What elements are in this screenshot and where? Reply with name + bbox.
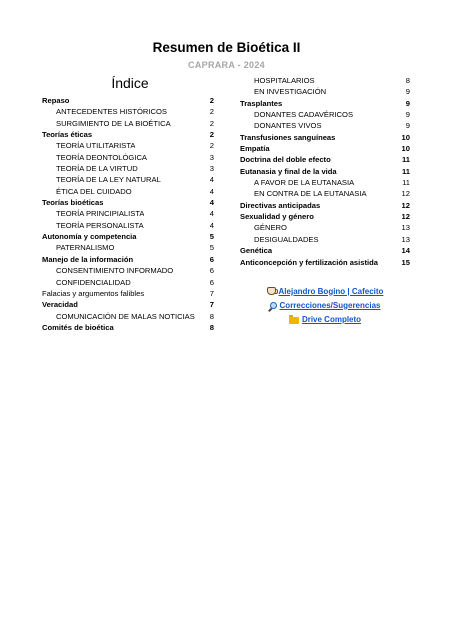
toc-entry-page: 4: [209, 198, 214, 208]
toc-entry-page: 7: [209, 300, 214, 310]
toc-entry-page: 7: [209, 288, 214, 298]
toc-entry-page: 9: [405, 87, 410, 97]
toc-entry[interactable]: [240, 109, 410, 120]
toc-entry-label: Teorías éticas: [42, 130, 93, 140]
toc-entry-label: CONSENTIMIENTO INFORMADO: [56, 266, 174, 276]
toc-entry-page: 9: [405, 98, 410, 108]
toc-entry-label: Anticoncepción y fertilización asistida: [240, 257, 378, 267]
toc-entry-page: 4: [209, 209, 214, 219]
toc-entry[interactable]: [42, 311, 214, 322]
toc-entry-label: Falacias y argumentos falibles: [42, 288, 145, 298]
folder-icon: [289, 317, 299, 324]
links-section: [240, 284, 410, 326]
toc-entry-page: 4: [209, 220, 214, 230]
cafecito-link[interactable]: Alejandro Bogino | Cafecito: [278, 286, 384, 296]
toc-entry[interactable]: [42, 197, 214, 208]
toc-entry-page: 12: [401, 189, 410, 199]
toc-entry-label: EN INVESTIGACIÓN: [254, 87, 327, 97]
toc-entry-page: 11: [401, 155, 410, 165]
toc-entry-page: 13: [401, 223, 410, 233]
toc-entry-page: 9: [405, 110, 410, 120]
toc-entry-label: HOSPITALARIOS: [254, 76, 315, 85]
toc-entry-label: Trasplantes: [240, 98, 283, 108]
toc-right-column: [240, 75, 410, 268]
toc-entry-page: 14: [401, 246, 410, 256]
toc-entry-page: 6: [209, 277, 214, 287]
toc-entry-page: 2: [209, 107, 214, 117]
toc-entry-label: TEORÍA PERSONALISTA: [56, 220, 144, 230]
toc-entry-page: 3: [209, 164, 214, 174]
toc-entry-label: Genética: [240, 246, 273, 256]
magnifier-icon: [270, 302, 277, 309]
toc-entry-page: 12: [401, 212, 410, 222]
toc-entry[interactable]: [42, 186, 214, 197]
toc-entry[interactable]: [240, 120, 410, 131]
toc-entry[interactable]: [240, 245, 410, 256]
toc-entry-page: 6: [209, 254, 214, 264]
toc-entry-page: 6: [209, 266, 214, 276]
toc-entry-page: 2: [209, 141, 214, 151]
toc-entry-label: Comités de bioética: [42, 322, 114, 332]
toc-entry-label: Doctrina del doble efecto: [240, 155, 331, 165]
toc-entry-label: PATERNALISMO: [56, 243, 115, 253]
toc-entry[interactable]: [42, 322, 214, 333]
toc-entry-page: 11: [401, 166, 410, 176]
toc-entry[interactable]: [42, 242, 214, 253]
toc-entry-label: COMUNICACIÓN DE MALAS NOTICIAS: [56, 311, 195, 321]
toc-entry-label: DESIGUALDADES: [254, 234, 319, 244]
toc-entry[interactable]: [240, 166, 410, 177]
toc-entry-page: 2: [209, 130, 214, 140]
toc-entry-label: Teorías bioéticas: [42, 198, 104, 208]
toc-entry[interactable]: [42, 231, 214, 242]
toc-entry[interactable]: [240, 177, 410, 188]
toc-entry-label: TEORÍA DE LA VIRTUD: [56, 164, 138, 174]
toc-entry-page: 8: [405, 76, 410, 85]
toc-entry[interactable]: [42, 254, 214, 265]
toc-entry-page: 8: [209, 322, 214, 332]
toc-entry-page: 4: [209, 186, 214, 196]
toc-entry-label: ANTECEDENTES HISTÓRICOS: [56, 107, 167, 117]
toc-entry[interactable]: [42, 208, 214, 219]
toc-entry-page: 12: [401, 200, 410, 210]
toc-entry-label: GÉNERO: [254, 223, 287, 233]
toc-entry-label: Transfusiones sanguíneas: [240, 132, 336, 142]
toc-entry[interactable]: [240, 188, 410, 199]
toc-entry-label: CONFIDENCIALIDAD: [56, 277, 131, 287]
toc-entry-page: 15: [401, 257, 410, 267]
toc-entry[interactable]: [42, 163, 214, 174]
toc-entry-page: 10: [401, 144, 410, 154]
toc-entry-label: Repaso: [42, 96, 70, 105]
toc-entry[interactable]: [240, 234, 410, 245]
toc-entry-page: 4: [209, 175, 214, 185]
toc-entry-label: TEORÍA DEONTOLÓGICA: [56, 152, 148, 162]
toc-entry-label: Directivas anticipadas: [240, 200, 321, 210]
toc-entry[interactable]: [240, 211, 410, 222]
toc-entry-page: 5: [209, 243, 214, 253]
toc-entry-label: Autonomía y competencia: [42, 232, 137, 242]
toc-entry-label: TEORÍA UTILITARISTA: [56, 141, 136, 151]
toc-entry-label: EN CONTRA DE LA EUTANASIA: [254, 189, 367, 199]
toc-entry[interactable]: [42, 174, 214, 185]
index-heading: Índice: [111, 75, 149, 91]
suggestions-link-row[interactable]: [240, 298, 410, 312]
toc-entry[interactable]: [42, 106, 214, 117]
toc-entry[interactable]: [42, 152, 214, 163]
drive-link-row[interactable]: [240, 312, 410, 326]
toc-entry[interactable]: [240, 154, 410, 165]
toc-entry[interactable]: [42, 95, 214, 106]
toc-entry-page: 13: [401, 234, 410, 244]
toc-entry-label: SURGIMIENTO DE LA BIOÉTICA: [56, 118, 171, 128]
toc-entry-label: Veracidad: [42, 300, 78, 310]
toc-entry[interactable]: [240, 257, 410, 268]
toc-entry-page: 9: [405, 121, 410, 131]
drive-link[interactable]: Drive Completo: [301, 314, 362, 324]
toc-entry-label: Empatía: [240, 144, 270, 154]
toc-entry-page: 5: [209, 232, 214, 242]
toc-entry-label: Eutanasia y final de la vida: [240, 166, 337, 176]
toc-entry[interactable]: [240, 75, 410, 86]
toc-entry[interactable]: [42, 299, 214, 310]
toc-entry-page: 10: [401, 132, 410, 142]
toc-entry[interactable]: [240, 98, 410, 109]
toc-entry-label: Sexualidad y género: [240, 212, 314, 222]
toc-entry-page: 3: [209, 152, 214, 162]
toc-left-column: [42, 95, 214, 333]
toc-entry-label: TEORÍA DE LA LEY NATURAL: [56, 175, 161, 185]
toc-entry[interactable]: [42, 265, 214, 276]
document-subtitle: CAPRARA - 2024: [188, 60, 265, 70]
toc-entry[interactable]: [240, 86, 410, 97]
toc-entry[interactable]: [240, 222, 410, 233]
suggestions-link[interactable]: Correcciones/Sugerencias: [279, 300, 381, 310]
toc-entry-label: DONANTES CADAVÉRICOS: [254, 110, 354, 120]
toc-entry-page: 8: [209, 311, 214, 321]
toc-entry[interactable]: [42, 140, 214, 151]
toc-entry-label: ÉTICA DEL CUIDADO: [56, 186, 132, 196]
toc-entry-page: 11: [402, 178, 410, 188]
toc-entry-page: 2: [209, 118, 214, 128]
toc-entry[interactable]: [240, 132, 410, 143]
toc-entry-label: Manejo de la información: [42, 254, 134, 264]
toc-entry[interactable]: [42, 118, 214, 129]
toc-entry-label: TEORÍA PRINCIPIALISTA: [56, 209, 145, 219]
toc-entry-page: 2: [209, 96, 214, 105]
toc-entry[interactable]: [42, 220, 214, 231]
coffee-icon: [267, 287, 276, 295]
toc-entry[interactable]: [42, 277, 214, 288]
toc-entry[interactable]: [240, 200, 410, 211]
toc-entry-label: DONANTES VIVOS: [254, 121, 322, 131]
document-title: Resumen de Bioética II: [152, 40, 301, 55]
toc-entry[interactable]: [240, 143, 410, 154]
toc-entry-label: A FAVOR DE LA EUTANASIA: [254, 178, 355, 188]
toc-entry[interactable]: [42, 288, 214, 299]
toc-entry[interactable]: [42, 129, 214, 140]
cafecito-link-row[interactable]: [240, 284, 410, 298]
